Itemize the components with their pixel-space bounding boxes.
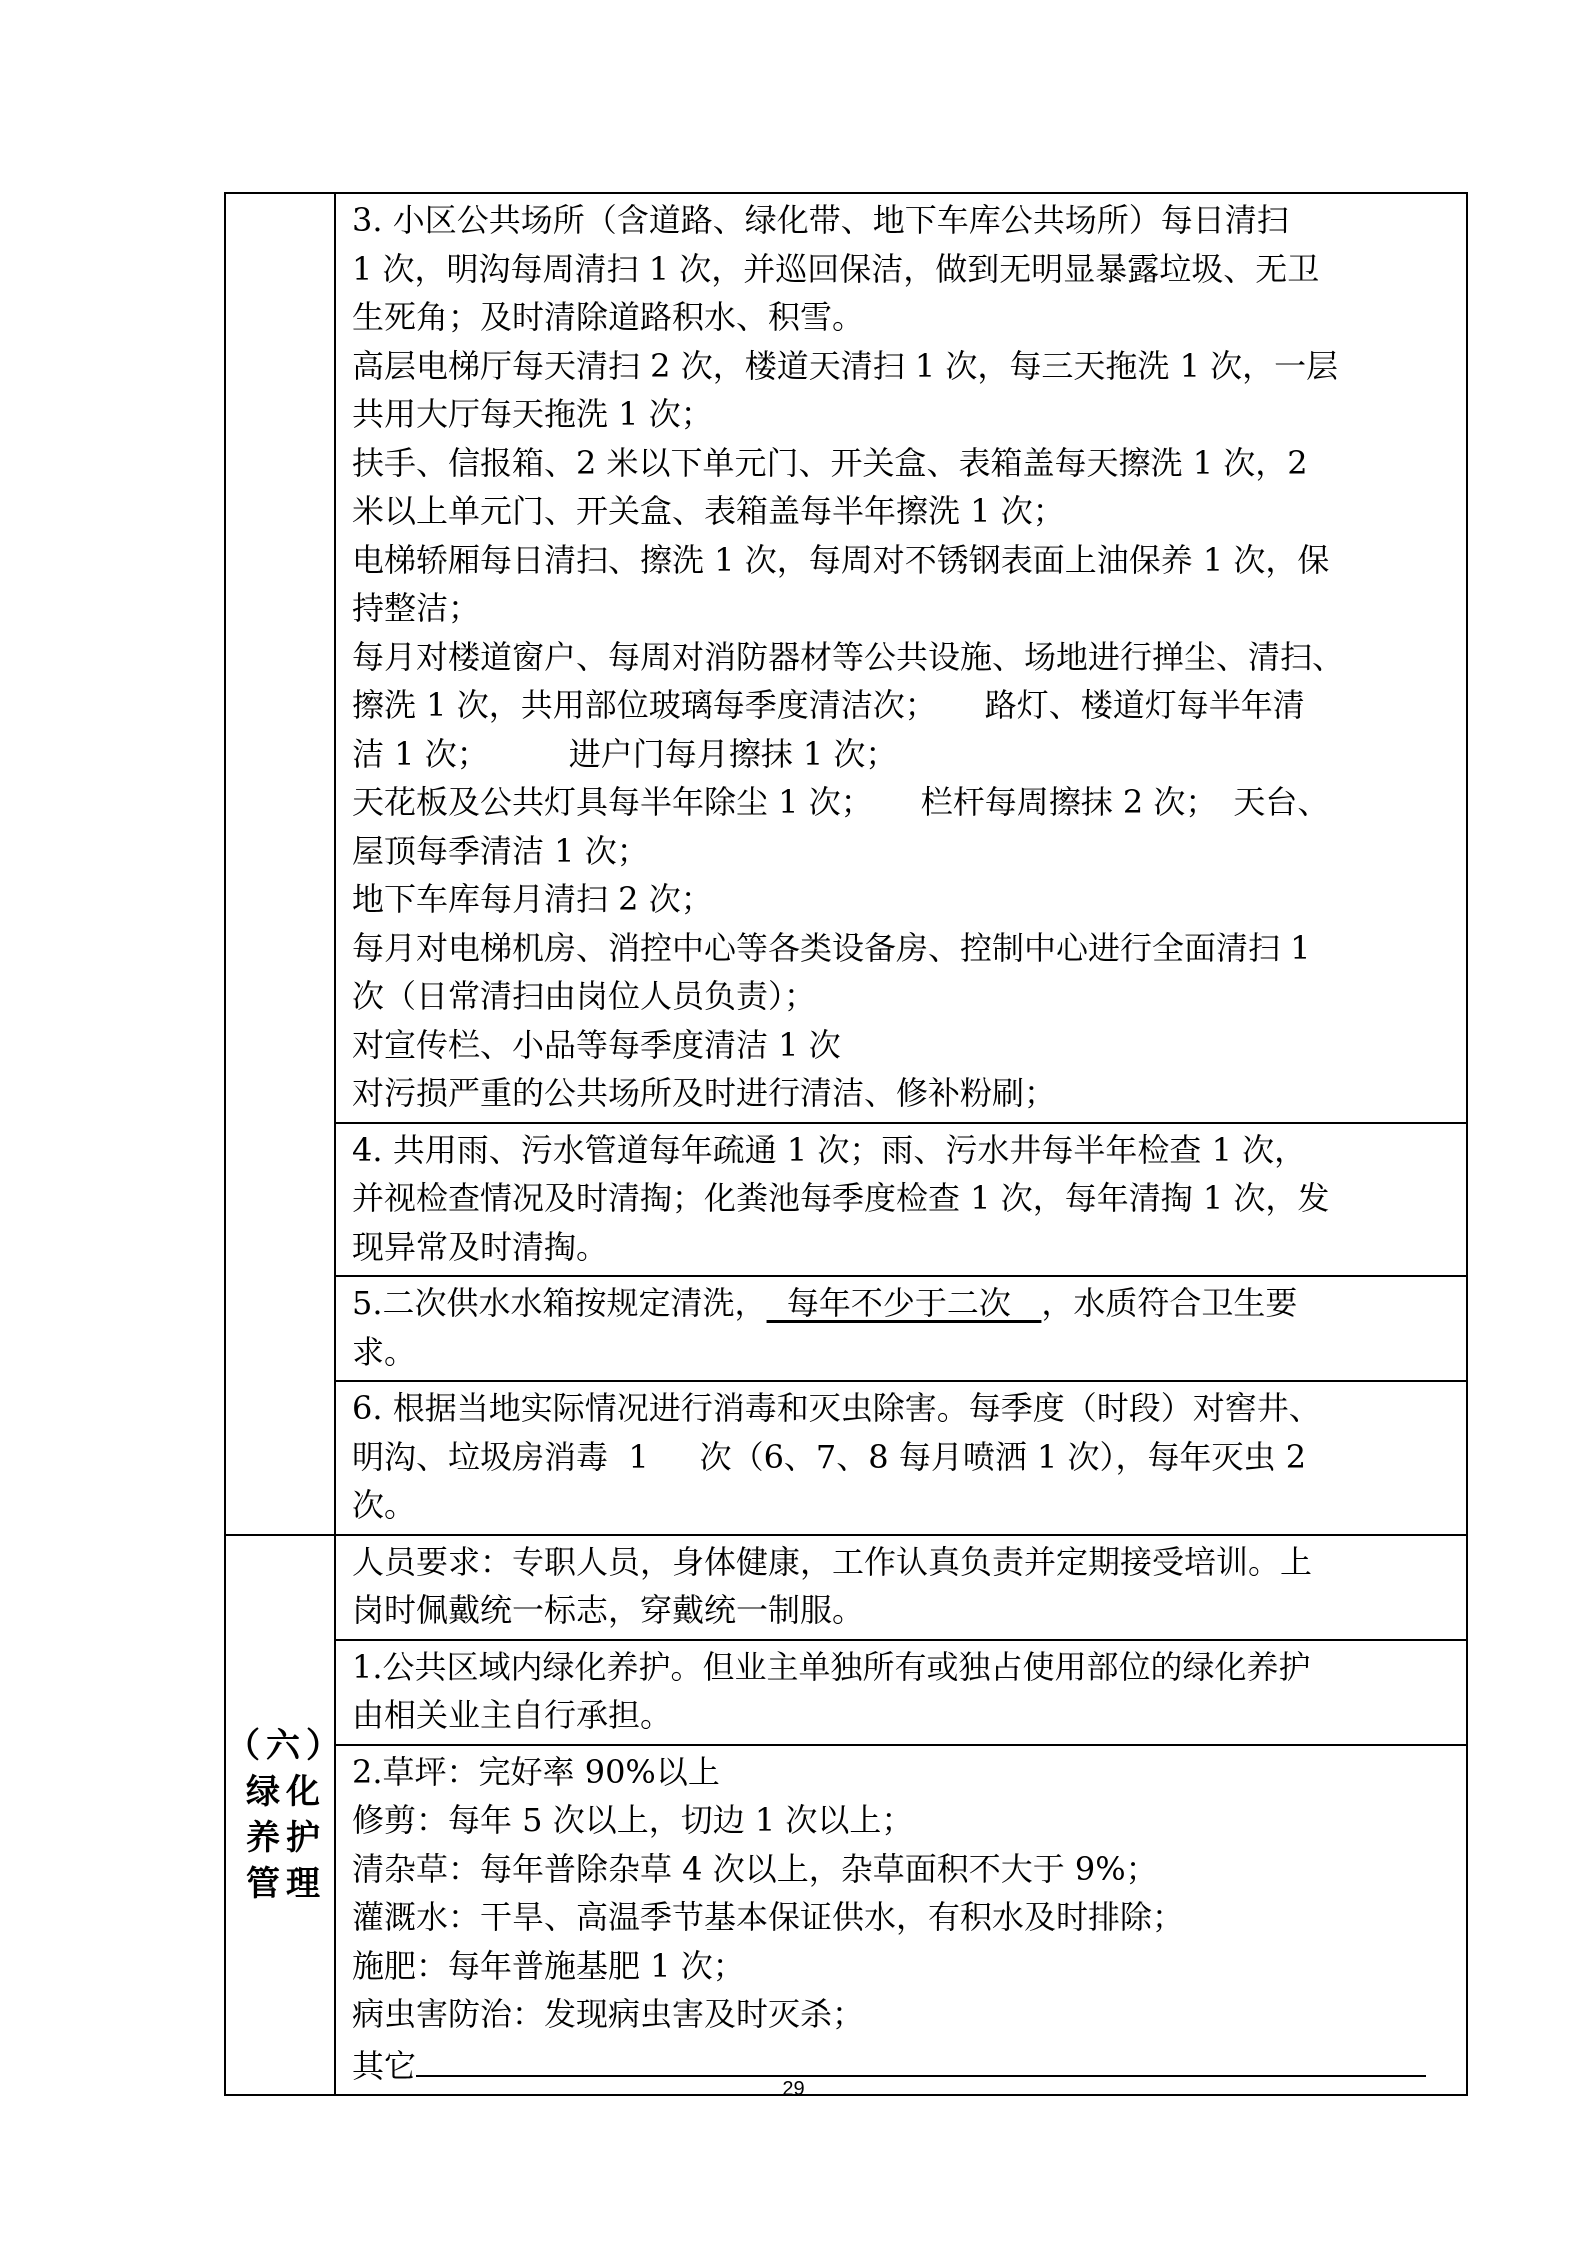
table-row — [225, 193, 1467, 1123]
text-line: 2.草坪：完好率 90%以上 — [352, 1752, 720, 1791]
cleaning-item-3-cell — [335, 193, 1467, 1123]
table-row — [225, 1381, 1467, 1535]
text-line: 次。 — [352, 1486, 417, 1524]
text-line: 病虫害防治：发现病虫害及时灭杀； — [352, 1995, 865, 2033]
text-line: 并视检查情况及时清掏；化粪池每季度检查 1 次，每年清掏 1 次，发 — [352, 1179, 1330, 1217]
item5-underlined-value: 每年不少于二次 — [766, 1284, 1042, 1322]
item5-prefix: 5.二次供水水箱按规定清洗， — [352, 1284, 767, 1322]
section-6-name-line: 绿化 — [246, 1771, 326, 1812]
greening-item-1-cell — [335, 1640, 1467, 1745]
text-line: 高层电梯厅每天清扫 2 次，楼道天清扫 1 次，每三天拖洗 1 次，一层 — [352, 346, 1339, 385]
text-line: 清杂草：每年普除杂草 4 次以上，杂草面积不大于 9%； — [352, 1849, 1158, 1888]
text-line — [352, 1279, 1456, 1328]
text-line: 1.公共区域内绿化养护。但业主单独所有或独占使用部位的绿化养护 — [352, 1647, 1311, 1686]
text-line: 米以上单元门、开关盒、表箱盖每半年擦洗 1 次； — [352, 492, 1065, 530]
text-line: 明沟、垃圾房消毒 1 次（6、7、8 每月喷洒 1 次），每年灭虫 2 — [352, 1437, 1307, 1476]
text-line: 人员要求：专职人员，身体健康，工作认真负责并定期接受培训。上 — [352, 1542, 1313, 1581]
text-line: 灌溉水：干旱、高温季节基本保证供水，有积水及时排除； — [352, 1898, 1185, 1936]
category-cell-greening — [225, 1535, 346, 2096]
text-line: 洁 1 次； 进户门每月擦抹 1 次； — [352, 734, 898, 773]
other-label: 其它 — [352, 2046, 417, 2085]
section-6-title — [226, 1723, 346, 1907]
section-6-number: （六） — [226, 1725, 346, 1766]
text-line: 屋顶每季清洁 1 次； — [352, 831, 649, 870]
item5-suffix: ，水质符合卫生要 — [1041, 1284, 1298, 1322]
text-line: 对污损严重的公共场所及时进行清洁、修补粉刷； — [352, 1074, 1057, 1112]
text-line: 地下车库每月清扫 2 次； — [352, 880, 713, 918]
cleaning-item-6-cell — [335, 1381, 1467, 1535]
text-line: 对宣传栏、小品等每季度清洁 1 次 — [352, 1025, 841, 1064]
greening-item-2-cell — [335, 1745, 1467, 2096]
text-line: 6. 根据当地实际情况进行消毒和灭虫除害。每季度（时段）对窖井、 — [352, 1389, 1321, 1427]
text-line: 共用大厅每天拖洗 1 次； — [352, 395, 713, 433]
table-row — [225, 1640, 1467, 1745]
text-line: 由相关业主自行承担。 — [352, 1696, 673, 1734]
text-line: 岗时佩戴统一标志，穿戴统一制服。 — [352, 1591, 865, 1629]
category-cell-cleaning — [225, 193, 335, 1535]
section-6-name-line: 养护 — [246, 1817, 326, 1858]
text-line: 1 次，明沟每周清扫 1 次，并巡回保洁，做到无明显暴露垃圾、无卫 — [352, 249, 1320, 288]
greening-staff-cell — [335, 1535, 1467, 1640]
text-line: 3. 小区公共场所（含道路、绿化带、地下车库公共场所）每日清扫 — [352, 201, 1289, 239]
table-row — [225, 1123, 1467, 1277]
text-line: 电梯轿厢每日清扫、擦洗 1 次，每周对不锈钢表面上油保养 1 次，保 — [352, 540, 1330, 579]
cleaning-item-4-cell — [335, 1123, 1467, 1277]
text-line: 求。 — [352, 1332, 417, 1371]
text-line: 擦洗 1 次，共用部位玻璃每季度清洁次； 路灯、楼道灯每半年清 — [352, 686, 1305, 724]
other-blank-line — [416, 2039, 1426, 2077]
cleaning-item-5-cell — [335, 1276, 1467, 1381]
text-line: 施肥：每年普施基肥 1 次； — [352, 1946, 745, 1985]
text-line: 生死角；及时清除道路积水、积雪。 — [352, 298, 865, 336]
text-line: 每月对电梯机房、消控中心等各类设备房、控制中心进行全面清扫 1 — [352, 928, 1311, 967]
text-line: 修剪：每年 5 次以上，切边 1 次以上； — [352, 1801, 914, 1839]
text-line: 扶手、信报箱、2 米以下单元门、开关盒、表箱盖每天擦洗 1 次，2 — [352, 443, 1308, 482]
service-standards-table — [224, 192, 1468, 2096]
text-line: 天花板及公共灯具每半年除尘 1 次； 栏杆每周擦抹 2 次； 天台、 — [352, 783, 1330, 821]
text-line: 次（日常清扫由岗位人员负责）； — [352, 977, 817, 1015]
text-line: 4. 共用雨、污水管道每年疏通 1 次；雨、污水井每半年检查 1 次， — [352, 1130, 1307, 1169]
section-6-name-line: 管理 — [246, 1863, 326, 1904]
table-row — [225, 1535, 1467, 1640]
text-line: 现异常及时清掏。 — [352, 1227, 609, 1266]
text-line: 持整洁； — [352, 589, 481, 627]
table-row — [225, 1276, 1467, 1381]
page-number: 29 — [782, 2078, 805, 2100]
text-line: 每月对楼道窗户、每周对消防器材等公共设施、场地进行掸尘、清扫、 — [352, 637, 1345, 676]
table-row — [225, 1745, 1467, 2096]
